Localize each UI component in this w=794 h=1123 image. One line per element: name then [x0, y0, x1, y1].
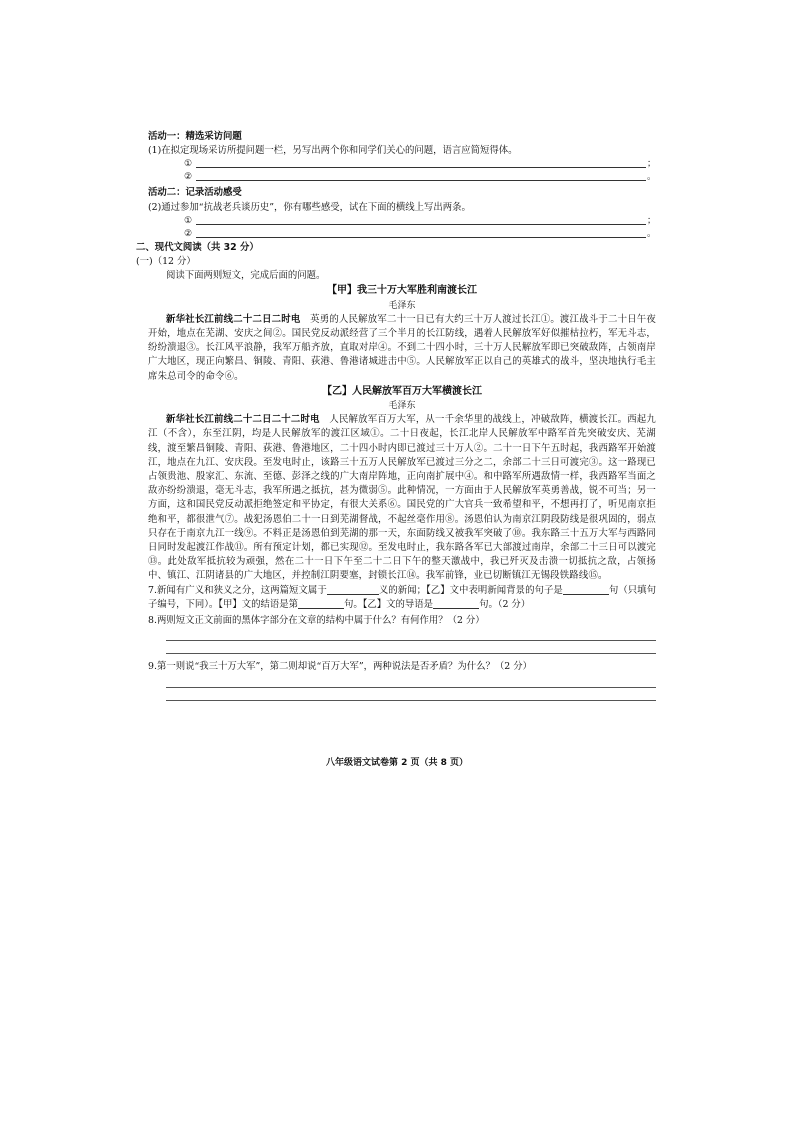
q7-text-3: 句（只填句子编号，下同）。【甲】文的结语是第	[148, 584, 656, 610]
question-7	[148, 584, 656, 612]
answer-line-2-1[interactable]	[148, 215, 656, 228]
q7-text-5: 句。（2 分）	[479, 598, 531, 610]
exam-page	[136, 130, 656, 701]
answer-punct: ；	[646, 215, 656, 226]
answer-line-1-1[interactable]	[148, 158, 656, 171]
answer-line-1-2[interactable]	[148, 171, 656, 184]
answer-rule	[196, 167, 646, 168]
article-a-text	[148, 313, 656, 384]
answer-rule	[196, 224, 646, 225]
activity1-question: (1)在拟定现场采访所提问题一栏，另写出两个你和同学们关心的问题，语言应简短得体。	[148, 145, 518, 157]
q8-answer-line-1[interactable]	[166, 628, 656, 641]
activity1-heading: 活动一：精选采访问题	[148, 131, 242, 142]
answer-line-2-2[interactable]	[148, 228, 656, 241]
activity2-heading: 活动二：记录活动感受	[148, 187, 242, 199]
q7-blank-2[interactable]	[563, 584, 609, 595]
answer-rule	[196, 180, 646, 181]
q7-text-1: 7.新闻有广义和狭义之分，这两篇短文属于	[148, 584, 327, 596]
article-b-author: 毛泽东	[388, 401, 416, 412]
q9-answer-line-2[interactable]	[166, 688, 656, 701]
article-b-text	[148, 413, 656, 583]
section-sub: (一)（12 分）	[136, 256, 196, 268]
answer-number: ①	[184, 215, 193, 226]
section-heading: 二、现代文阅读（共 32 分）	[136, 241, 259, 253]
article-b-body: 人民解放军百万大军，从一千余华里的战线上，冲破敌阵，横渡长江。西起九江（不含），东至江阴，均是人民解放军的渡江区域①。二十日夜起，长江北岸人民解放军中路军首先突破安庆、芜湖线，渡至繁昌铜陵、青阳、荻港、鲁港地区，二十四小时内即已渡过三十万人②。二十一日下午五时起，我西路军开始渡江，地点在九江、安庆段。至发电时止，该路三十五万人民解放军已渡过三分之二，余部二十三日可渡完③。这一路现已占领贵池、殷家汇、东流、至德、彭泽之线的广大南岸阵地，正向南扩展中④。和中路军所遇敌情一样，我西路军当面之敌亦纷纷溃退，毫无斗志，我军所遇之抵抗，甚为微弱⑤。此种情况，一方面由于人民解放军英勇善战，锐不可当；另一方面，这和国民党反动派拒绝签定和平协定，有很大关系⑥。国民党的广大官兵一致希望和平，不想再打了，听见南京拒绝和平，都很泄气⑦。战犯汤恩伯二十一日到芜湖督战，不起丝毫作用⑧。汤恩伯认为南京江阴段防线是很巩固的，弱点只存在于南京九江一线⑨。不料正是汤恩伯到芜湖的那一天，东面防线又被我军突破了⑩。我东路三十五万大军与西路同日同时发起渡江作战⑪。所有预定计划，都已实现⑫。至发电时止，我东路各军已大部渡过南岸，余部二十三日可以渡完⑬。此处敌军抵抗较为顽强，然在二十一日下午至二十二日下午的整天激战中，我已歼灭及击溃一切抵抗之敌，占领扬中、镇江、江阴诸县的广大地区，并控制江阴要塞，封锁长江⑭。我军前锋，业已切断镇江无锡段铁路线⑮。	[148, 414, 656, 582]
article-a-author: 毛泽东	[388, 300, 416, 311]
activity2-question: (2)通过参加“抗战老兵谈历史”，你有哪些感受，试在下面的横线上写出两条。	[148, 201, 471, 213]
question-9: 9.第一则说“我三十万大军”，第二则却说“百万大军”，两种说法是否矛盾？为什么？（2 分）	[148, 661, 532, 673]
q7-text-4: 句。【乙】文的导语是	[344, 598, 434, 610]
answer-punct: 。	[646, 172, 656, 183]
answer-punct: 。	[646, 228, 656, 239]
article-a-body: 英勇的人民解放军二十一日已有大约三十万人渡过长江①。渡江战斗于二十日午夜开始，地点在芜湖、安庆之间②。国民党反动派经营了三个半月的长江防线，遇着人民解放军好似摧枯拉朽，军无斗志，纷纷溃退③。长江风平浪静，我军万船齐放，直取对岸④。不到二十四小时，三十万人民解放军即已突破敌阵，占领南岸广大地区，现正向繁昌、铜陵、青阳、荻港、鲁港诸城进击中⑤。人民解放军正以自己的英雄式的战斗，坚决地执行毛主席朱总司令的命令⑥。	[148, 313, 656, 382]
answer-number: ①	[184, 159, 193, 170]
page-footer: 八年级语文试卷第 2 页（共 8 页）	[325, 758, 469, 768]
q7-text-2: 义的新闻；【乙】文中表明新闻背景的句子是	[378, 584, 563, 596]
section-instruction: 阅读下面两则短文，完成后面的问题。	[166, 270, 326, 282]
article-a-title: 【甲】我三十万大军胜利南渡长江	[327, 285, 477, 297]
answer-punct: ；	[646, 159, 656, 170]
article-b-title: 【乙】人民解放军百万大军横渡长江	[322, 385, 482, 397]
question-8: 8.两则短文正文前面的黑体字部分在文章的结构中属于什么？有何作用？（2 分）	[148, 615, 485, 627]
q7-blank-3[interactable]	[298, 598, 344, 609]
article-b-lead: 新华社长江前线二十二日二十二时电	[166, 414, 320, 426]
article-a-lead: 新华社长江前线二十二日二时电	[166, 313, 301, 325]
answer-number: ②	[184, 172, 193, 183]
q7-blank-4[interactable]	[433, 598, 479, 609]
q7-blank-1[interactable]	[327, 584, 379, 595]
q9-answer-line-1[interactable]	[166, 675, 656, 688]
answer-rule	[196, 237, 646, 238]
answer-number: ②	[184, 228, 193, 239]
q8-answer-line-2[interactable]	[166, 641, 656, 654]
